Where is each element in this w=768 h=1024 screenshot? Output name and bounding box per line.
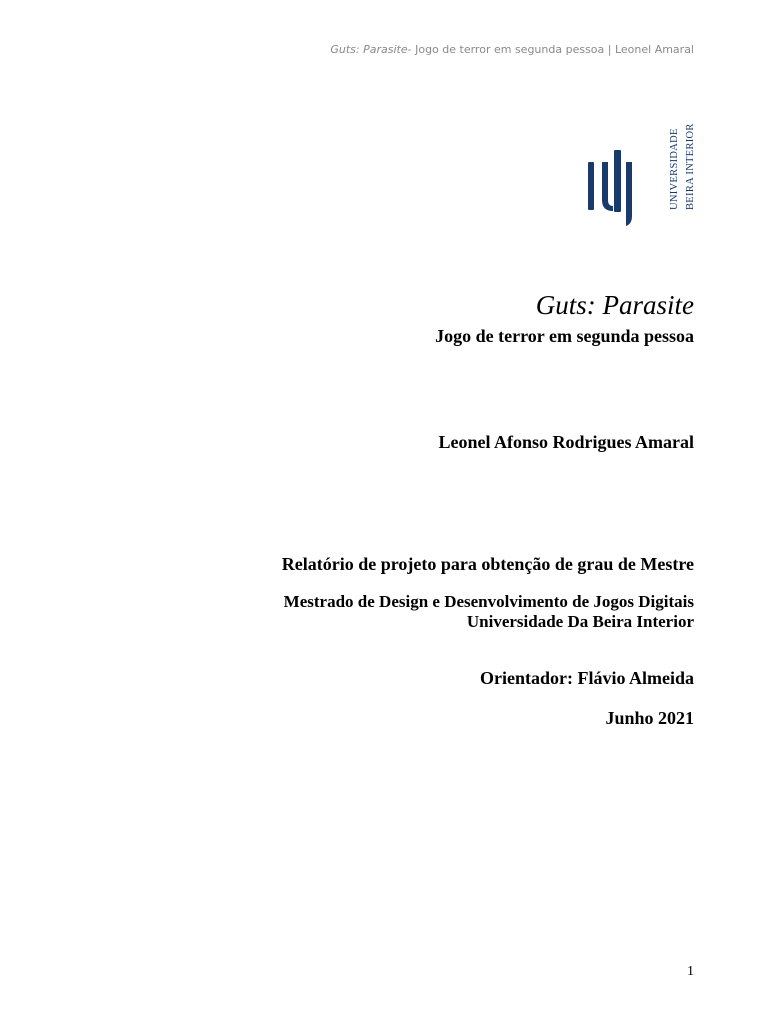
- university-logo: [584, 116, 700, 226]
- logo-bar-1: [588, 162, 594, 210]
- running-header: [330, 43, 694, 56]
- logo-u-shape: [602, 162, 613, 211]
- program-block: [284, 592, 694, 632]
- header-subtitle-author: - Jogo de terror em segunda pessoa | Leonel Amaral: [407, 43, 694, 56]
- supervisor: Orientador: Flávio Almeida: [480, 668, 694, 688]
- university-name: Universidade Da Beira Interior: [466, 612, 694, 631]
- logo-text-line1: UNIVERSIDADE: [669, 128, 680, 210]
- page-number: 1: [687, 964, 694, 979]
- header-title: Guts: Parasite: [330, 43, 408, 56]
- logo-bar-2: [614, 150, 621, 212]
- degree-statement: Relatório de projeto para obtenção de grau de Mestre: [281, 554, 694, 574]
- author-name: Leonel Afonso Rodrigues Amaral: [438, 432, 694, 452]
- logo-text-line2: BEIRA INTERIOR: [685, 123, 696, 210]
- document-subtitle: Jogo de terror em segunda pessoa: [435, 326, 694, 346]
- program-name: Mestrado de Design e Desenvolvimento de Jogos Digitais: [283, 592, 694, 611]
- submission-date: Junho 2021: [605, 708, 694, 728]
- logo-hook: [626, 162, 632, 226]
- document-title: Guts: Parasite: [535, 290, 694, 320]
